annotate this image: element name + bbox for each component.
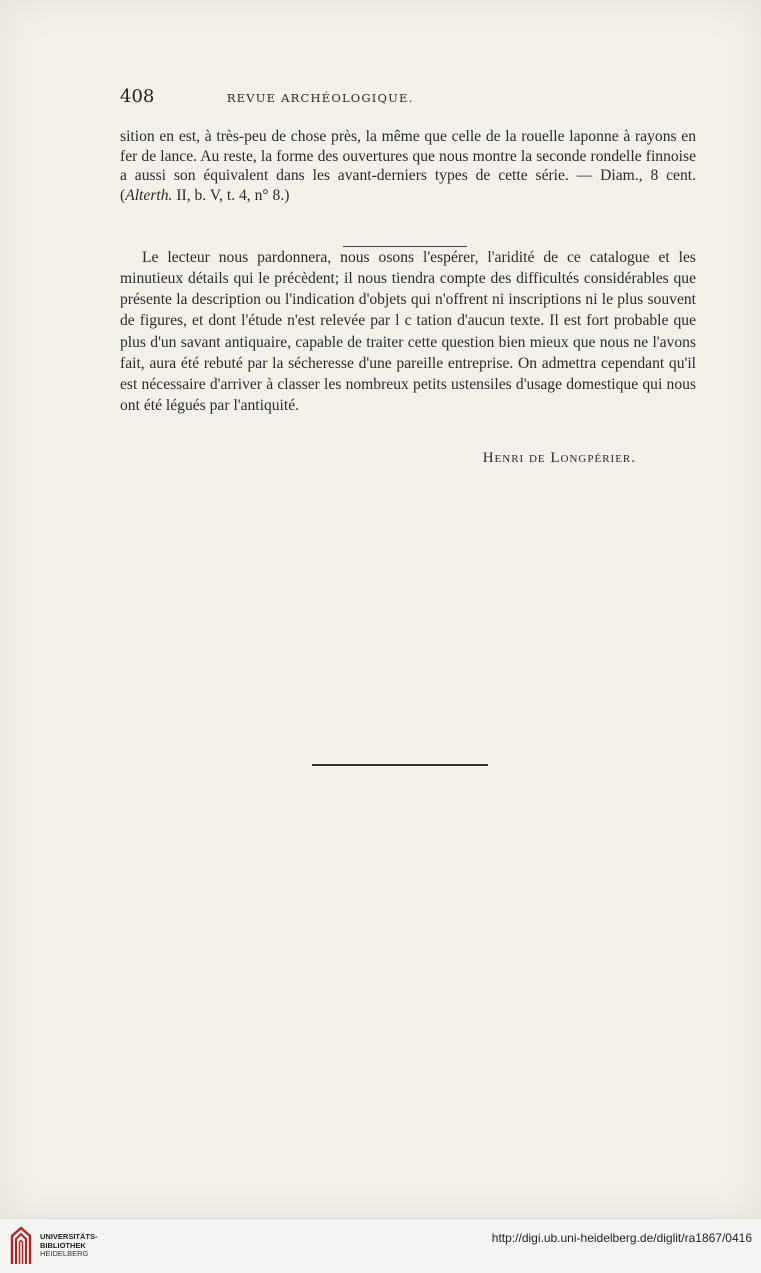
paragraph-continuation [120, 127, 696, 206]
paragraph-text-part: sition en est, à très-peu de chose près, la même que celle de la rouelle laponne à rayons en fer de lance. Au reste, la forme des ouvertures que nous montre la seconde rondelle finnoise a aussi son équivalent dans les avant-derniers types de cette série. — Diam., 8 cent. ( [120, 128, 696, 205]
library-name [40, 1233, 98, 1259]
university-library-logo-icon [9, 1226, 33, 1266]
page-content [120, 86, 696, 467]
library-name-line: BIBLIOTHEK [40, 1240, 86, 1250]
library-name-line: HEIDELBERG [40, 1249, 89, 1258]
paragraph-text-part: II, b. V, t. 4, n° 8.) [172, 187, 290, 205]
permalink-url[interactable]: http://digi.ub.uni-heidelberg.de/diglit/ra1867/0416 [491, 1231, 752, 1245]
library-name-line: UNIVERSITÄTS- [40, 1232, 98, 1241]
running-head [120, 86, 696, 107]
journal-title: REVUE ARCHÉOLOGIQUE. [226, 91, 414, 105]
footer-bar [0, 1218, 761, 1273]
author-signature: Henri de Longpérier. [482, 450, 636, 467]
closing-paragraph: Le lecteur nous pardonnera, nous osons l'espérer, l'aridité de ce catalogue et les minutieux détails qui le précèdent; il nous tiendra compte des difficultés considérables que présente la description ou l'indication d'objets qui n'offrent ni inscriptions ni le plus souvent de figures, et dont l'étude n'est relevée par l c tation d'aucun texte. Il est fort probable que plus d'un savant antiquaire, capable de traiter cette question bien mieux que nous ne l'avons fait, aura été rebuté par la sécheresse d'une pareille entreprise. On admettra cependant qu'il est nécessaire d'arriver à classer les nombreux petits ustensiles d'usage domestique qui nous ont été légués par l'antiquité. [120, 248, 696, 415]
closing-paragraph-wrapper [120, 247, 696, 417]
end-rule [312, 764, 488, 766]
italic-reference: Alterth. [125, 187, 173, 205]
page-number: 408 [120, 86, 155, 107]
